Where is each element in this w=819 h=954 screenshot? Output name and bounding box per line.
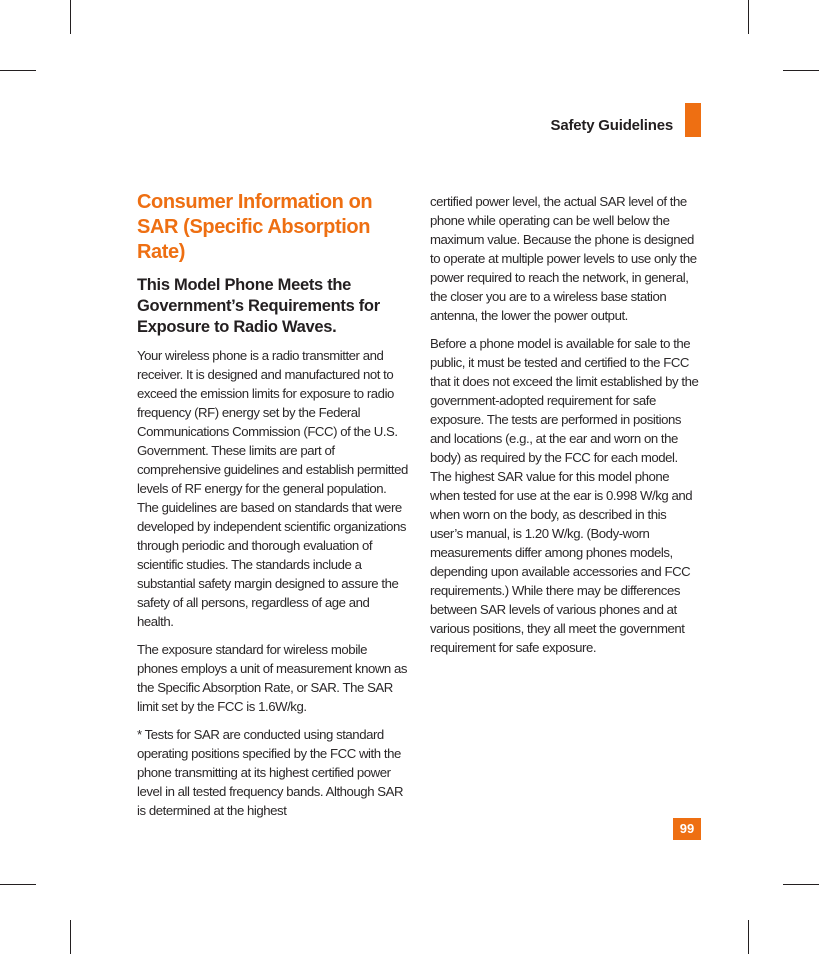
body-paragraph: Your wireless phone is a radio transmitter and receiver. It is designed and manufactured not to exceed the emission limits for exposure to radio frequency (RF) energy set by the Federal Communications Commission (FCC) of the U.S. Government. These limits are part of comprehensive guidelines and establish permitted levels of RF energy for the general population. The guidelines are based on standards that were developed by independent scientific organizations through periodic and thorough evaluation of scientific studies. The standards include a substantial safety margin designed to assure the safety of all persons, regardless of age and health.	[137, 348, 408, 629]
page-heading: Consumer Information on SAR (Specific Absorption Rate)	[137, 191, 373, 263]
section-title: Safety Guidelines	[550, 117, 673, 134]
crop-mark	[748, 0, 749, 34]
body-paragraph: * Tests for SAR are conducted using standard operating positions specified by the FCC with the phone transmitting at its highest certified power level in all tested frequency bands. Although SAR is determined at the highest	[137, 727, 404, 818]
section-tab-marker	[685, 103, 701, 137]
crop-mark	[70, 920, 71, 954]
crop-mark	[783, 70, 819, 71]
crop-mark	[70, 0, 71, 34]
right-column	[430, 192, 702, 666]
body-paragraph: certified power level, the actual SAR level of the phone while operating can be well below the maximum value. Because the phone is designed to operate at multiple power levels to use only the power required to reach the network, in general, the closer you are to a wireless base station antenna, the lower the power output.	[430, 194, 697, 323]
body-paragraph: The exposure standard for wireless mobile phones employs a unit of measurement known as the Specific Absorption Rate, or SAR. The SAR limit set by the FCC is 1.6W/kg.	[137, 642, 408, 714]
page-number: 99	[673, 818, 701, 840]
crop-mark	[748, 920, 749, 954]
page-subheading: This Model Phone Meets the Government’s Requirements for Exposure to Radio Waves.	[137, 276, 380, 336]
crop-mark	[783, 884, 819, 885]
crop-mark	[0, 70, 36, 71]
body-paragraph: Before a phone model is available for sale to the public, it must be tested and certified to the FCC that it does not exceed the limit established by the government-adopted requirement for safe exposure. The tests are performed in positions and locations (e.g., at the ear and worn on the body) as required by the FCC for each model. The highest SAR value for this model phone when tested for use at the ear is 0.998 W/kg and when worn on the body, as described in this user’s manual, is 1.20 W/kg. (Body-worn measurements differ among phones models, depending upon available accessories and FCC requirements.) While there may be differences between SAR levels of various phones and at various positions, they all meet the government requirement for safe exposure.	[430, 336, 699, 655]
left-column	[137, 190, 409, 829]
crop-mark	[0, 884, 36, 885]
